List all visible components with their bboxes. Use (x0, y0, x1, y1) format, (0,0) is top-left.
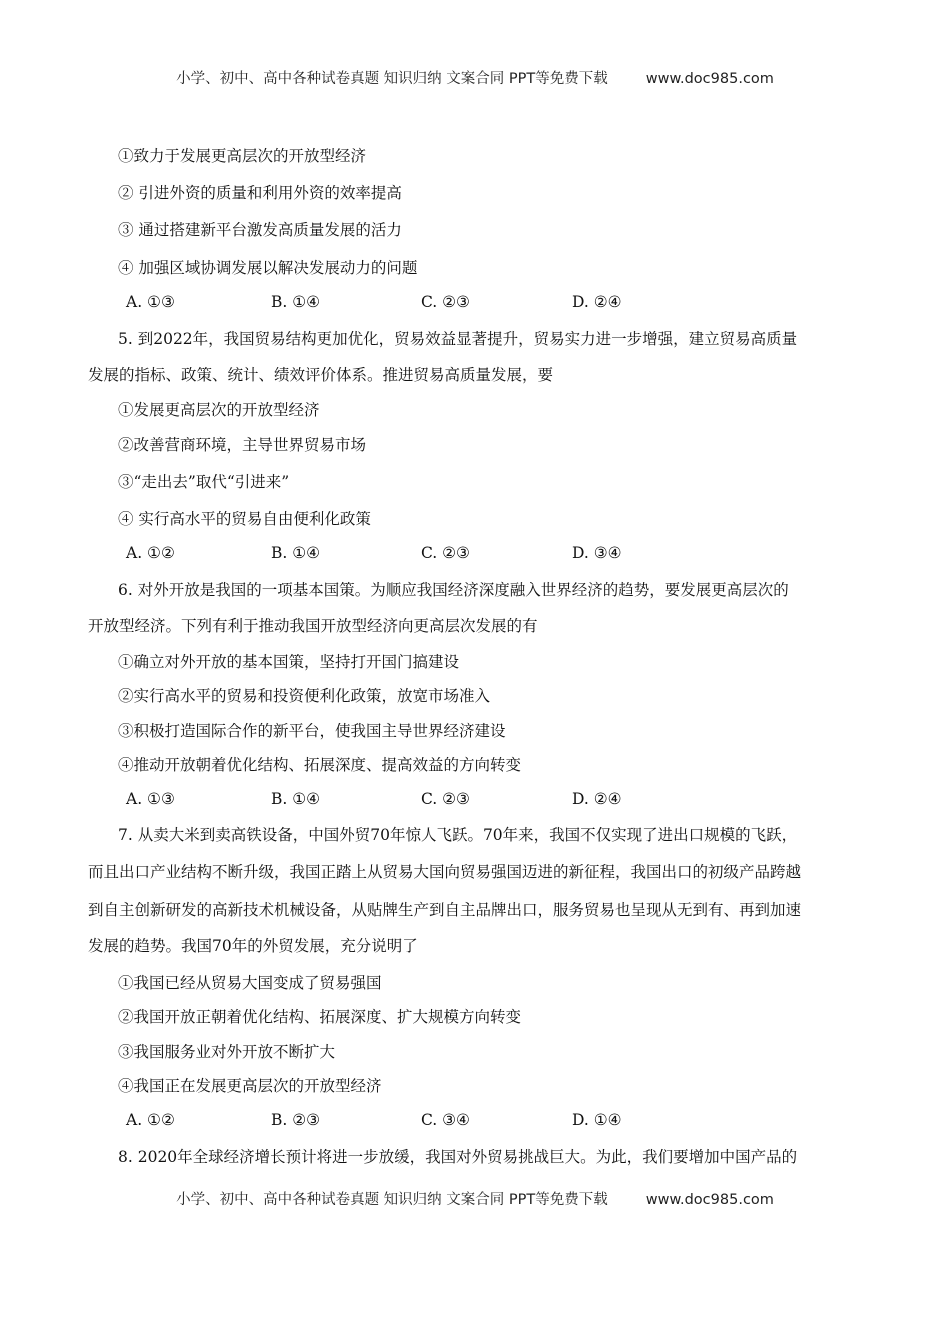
answer-choice: A. ①③ (126, 293, 175, 311)
option-item: ②改善营商环境，主导世界贸易市场 (118, 436, 367, 454)
answer-choice: C. ②③ (421, 293, 470, 311)
question-stem: 6. 对外开放是我国的一项基本国策。为顺应我国经济深度融入世界经济的趋势，要发展更高层次的 (118, 581, 789, 599)
answer-choice: C. ②③ (421, 544, 470, 562)
answer-choice: B. ②③ (271, 1111, 321, 1129)
option-item: ③我国服务业对外开放不断扩大 (118, 1043, 336, 1061)
option-item: ①确立对外开放的基本国策，坚持打开国门搞建设 (118, 653, 460, 671)
option-item: ①我国已经从贸易大国变成了贸易强国 (118, 974, 382, 992)
header-url[interactable]: www.doc985.com (645, 71, 774, 87)
option-item: ③ 通过搭建新平台激发高质量发展的活力 (118, 221, 402, 239)
question-stem: 7. 从卖大米到卖高铁设备，中国外贸70年惊人飞跃。70年来，我国不仅实现了进出口规模的飞跃， (118, 826, 798, 844)
text-line: 发展的指标、政策、统计、绩效评价体系。推进贸易高质量发展，要 (88, 366, 554, 384)
question-stem: 5. 到2022年，我国贸易结构更加优化，贸易效益显著提升，贸易实力进一步增强，建立贸易高质量 (118, 330, 798, 348)
answer-choice: B. ①④ (271, 544, 321, 562)
header-text: 小学、初中、高中各种试卷真题 知识归纳 文案合同 PPT等免费下载 (176, 71, 608, 87)
answer-choice: C. ②③ (421, 790, 470, 808)
answer-choice: D. ③④ (572, 544, 622, 562)
option-item: ③“走出去”取代“引进来” (118, 473, 290, 491)
answer-choice: A. ①③ (126, 790, 175, 808)
question-stem: 8. 2020年全球经济增长预计将进一步放缓，我国对外贸易挑战巨大。为此，我们要增加中国产品的 (118, 1148, 798, 1166)
option-item: ②实行高水平的贸易和投资便利化政策，放宽市场准入 (118, 687, 491, 705)
option-item: ④ 加强区域协调发展以解决发展动力的问题 (118, 259, 418, 277)
answer-choice: C. ③④ (421, 1111, 470, 1129)
option-item: ② 引进外资的质量和利用外资的效率提高 (118, 184, 402, 202)
option-item: ④我国正在发展更高层次的开放型经济 (118, 1077, 382, 1095)
footer-text: 小学、初中、高中各种试卷真题 知识归纳 文案合同 PPT等免费下载 (176, 1192, 608, 1208)
answer-choice: A. ①② (126, 544, 175, 562)
option-item: ④ 实行高水平的贸易自由便利化政策 (118, 510, 371, 528)
text-line: 发展的趋势。我国70年的外贸发展，充分说明了 (88, 937, 418, 955)
answer-choice: D. ②④ (572, 293, 622, 311)
text-line: 而且出口产业结构不断升级，我国正踏上从贸易大国向贸易强国迈进的新征程，我国出口的初级产品跨越 (88, 863, 802, 881)
option-item: ①发展更高层次的开放型经济 (118, 401, 320, 419)
footer-url[interactable]: www.doc985.com (645, 1192, 774, 1208)
text-line: 到自主创新研发的高新技术机械设备，从贴牌生产到自主品牌出口，服务贸易也呈现从无到有、再到加速 (88, 901, 802, 919)
option-item: ②我国开放正朝着优化结构、拓展深度、扩大规模方向转变 (118, 1008, 522, 1026)
text-line: 开放型经济。下列有利于推动我国开放型经济向更高层次发展的有 (88, 617, 538, 635)
answer-choice: B. ①④ (271, 790, 321, 808)
option-item: ③积极打造国际合作的新平台，使我国主导世界经济建设 (118, 722, 506, 740)
answer-choice: B. ①④ (271, 293, 321, 311)
page-footer (0, 1190, 950, 1210)
answer-choice: D. ②④ (572, 790, 622, 808)
answer-choice: A. ①② (126, 1111, 175, 1129)
option-item: ④推动开放朝着优化结构、拓展深度、提高效益的方向转变 (118, 756, 522, 774)
option-item: ①致力于发展更高层次的开放型经济 (118, 147, 367, 165)
answer-choice: D. ①④ (572, 1111, 622, 1129)
page-header (0, 69, 950, 89)
